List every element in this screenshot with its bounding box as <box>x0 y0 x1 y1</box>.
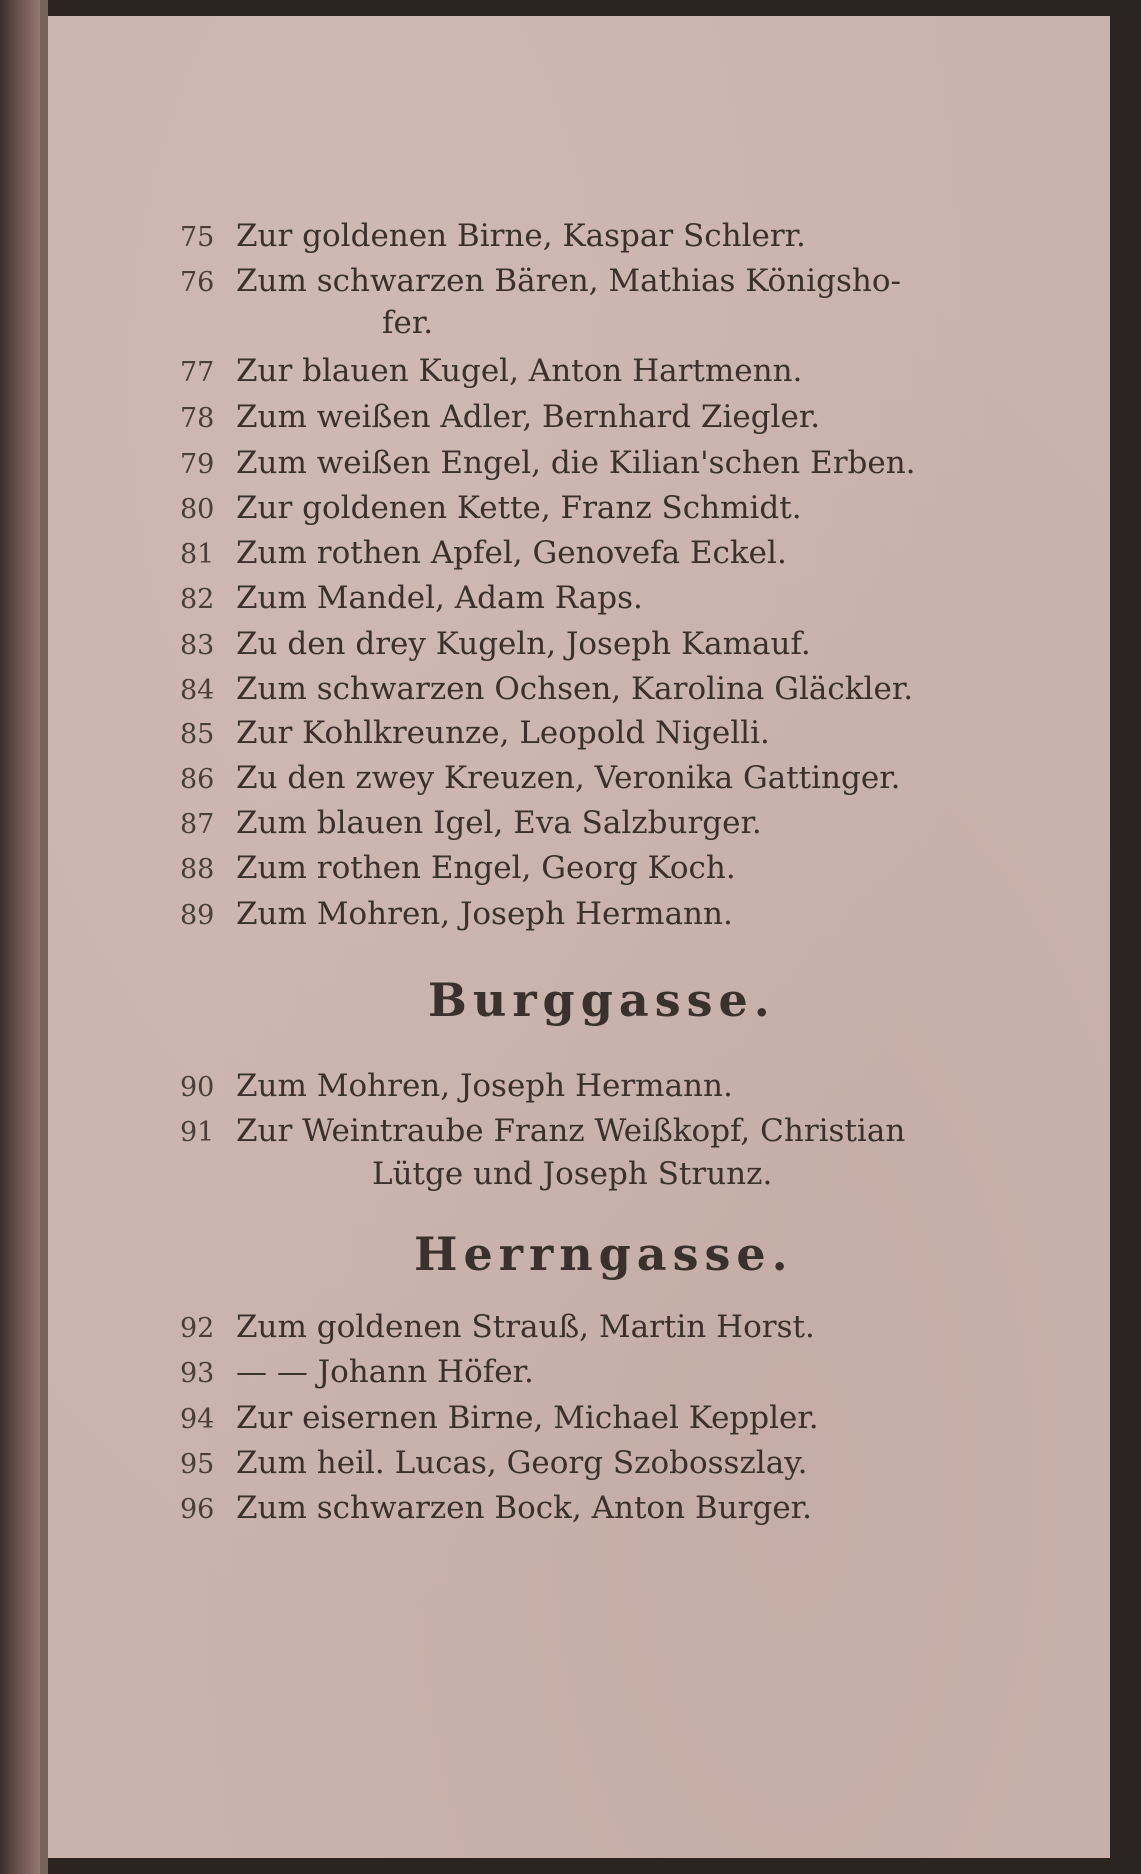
list-item <box>180 1350 534 1394</box>
entry-text: Zum weißen Engel, die Kilian'schen Erben. <box>236 445 916 481</box>
list-item <box>180 892 733 936</box>
entry-number: 95 <box>180 1449 215 1480</box>
list-item <box>180 1396 819 1440</box>
entry-number: 77 <box>180 357 215 388</box>
entry-number: 90 <box>180 1072 215 1103</box>
list-item <box>180 667 913 711</box>
entry-number: 81 <box>180 539 215 570</box>
entry-text: Zum Mohren, Joseph Hermann. <box>236 896 733 932</box>
entry-number: 84 <box>180 675 215 706</box>
list-item <box>180 214 806 258</box>
list-item <box>180 395 820 439</box>
entry-number: 89 <box>180 900 215 931</box>
list-item <box>180 1486 812 1530</box>
entry-number: 87 <box>180 809 215 840</box>
entry-text: — — Johann Höfer. <box>236 1354 534 1390</box>
entry-text: Zum schwarzen Bock, Anton Burger. <box>236 1490 812 1526</box>
entry-text: Zum weißen Adler, Bernhard Ziegler. <box>236 399 821 435</box>
entry-text: Zum Mohren, Joseph Hermann. <box>236 1068 733 1104</box>
section-heading-burggasse: Burggasse. <box>428 973 776 1027</box>
entry-continuation: fer. <box>382 305 434 341</box>
entry-text: Zur goldenen Birne, Kaspar Schlerr. <box>236 218 806 254</box>
entry-text: Zur eisernen Birne, Michael Keppler. <box>236 1400 819 1436</box>
entry-number: 88 <box>180 854 215 885</box>
list-item <box>180 576 643 620</box>
list-item <box>180 756 900 800</box>
entry-text: Zum schwarzen Bären, Mathias Königsho- <box>236 263 901 299</box>
list-item <box>180 1064 733 1108</box>
entry-number: 83 <box>180 630 215 661</box>
entry-number: 79 <box>180 449 215 480</box>
list-item <box>180 846 736 890</box>
entry-text: Zur blauen Kugel, Anton Hartmenn. <box>236 353 803 389</box>
entry-number: 82 <box>180 584 215 615</box>
entry-text: Zur goldenen Kette, Franz Schmidt. <box>236 490 802 526</box>
list-item <box>180 531 787 575</box>
entry-text: Zu den zwey Kreuzen, Veronika Gattinger. <box>236 760 901 796</box>
entry-number: 85 <box>180 719 215 750</box>
list-item <box>180 711 770 755</box>
list-item <box>180 1441 807 1485</box>
entry-number: 92 <box>180 1313 215 1344</box>
entry-text: Zum goldenen Strauß, Martin Horst. <box>236 1309 815 1345</box>
list-item <box>180 801 762 845</box>
entry-number: 86 <box>180 764 215 795</box>
entry-text: Zur Kohlkreunze, Leopold Nigelli. <box>236 715 770 751</box>
entry-text: Zu den drey Kugeln, Joseph Kamauf. <box>236 626 811 662</box>
entry-continuation: Lütge und Joseph Strunz. <box>372 1156 773 1192</box>
list-item <box>180 349 802 393</box>
list-item <box>180 622 811 666</box>
entry-text: Zum rothen Apfel, Genovefa Eckel. <box>236 535 787 571</box>
entry-number: 76 <box>180 267 215 298</box>
entry-text: Zum blauen Igel, Eva Salzburger. <box>236 805 762 841</box>
entry-text: Zum heil. Lucas, Georg Szobosszlay. <box>236 1445 808 1481</box>
list-item <box>180 486 802 530</box>
entry-number: 78 <box>180 403 215 434</box>
list-item <box>180 259 901 303</box>
entry-text: Zum schwarzen Ochsen, Karolina Gläckler. <box>236 671 914 707</box>
entry-text: Zum Mandel, Adam Raps. <box>236 580 643 616</box>
entry-number: 93 <box>180 1358 215 1389</box>
entry-number: 80 <box>180 494 215 525</box>
list-item <box>180 1305 815 1349</box>
section-heading-herrngasse: Herrngasse. <box>414 1227 794 1281</box>
list-item <box>180 1109 905 1153</box>
list-item <box>180 441 916 485</box>
entry-number: 96 <box>180 1494 215 1525</box>
entry-number: 94 <box>180 1404 215 1435</box>
entry-text: Zur Weintraube Franz Weißkopf, Christian <box>236 1113 906 1149</box>
entry-number: 91 <box>180 1117 215 1148</box>
entry-number: 75 <box>180 222 215 253</box>
entry-text: Zum rothen Engel, Georg Koch. <box>236 850 736 886</box>
